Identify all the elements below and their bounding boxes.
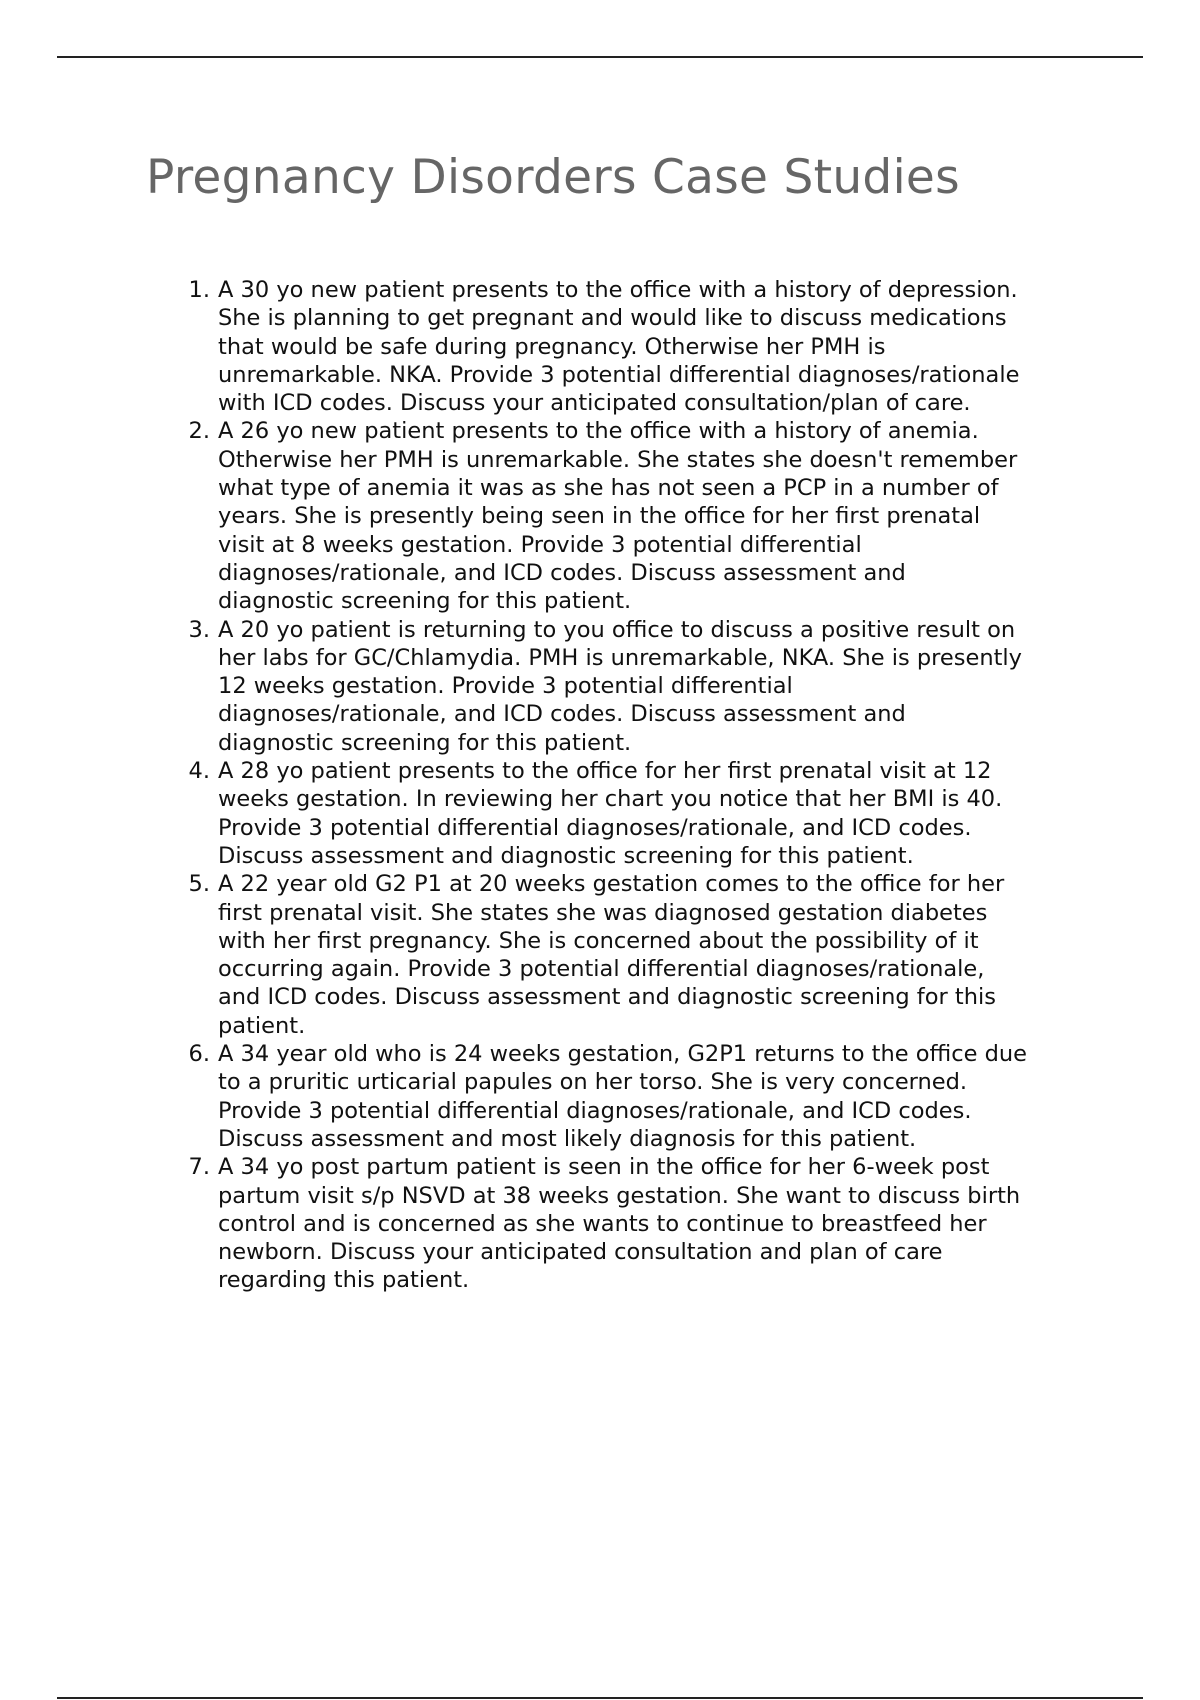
case-study-item: [188, 276, 1098, 417]
case-study-text-line: with ICD codes. Discuss your anticipated consultation/plan of care.: [218, 390, 971, 417]
case-study-text-line: Discuss assessment and most likely diagnosis for this patient.: [218, 1125, 917, 1152]
case-study-item: [188, 616, 1098, 757]
case-study-text-line: with her first pregnancy. She is concerned about the possibility of it: [218, 927, 979, 954]
case-study-text-line: her labs for GC/Chlamydia. PMH is unremarkable, NKA. She is presently: [218, 644, 1022, 671]
case-study-text-line: first prenatal visit. She states she was diagnosed gestation diabetes: [218, 899, 988, 926]
case-study-text-line: Provide 3 potential differential diagnoses/rationale, and ICD codes.: [218, 1097, 972, 1124]
case-study-text-line: She is planning to get pregnant and would like to discuss medications: [218, 305, 1007, 332]
case-study-item: [188, 870, 1098, 1040]
case-study-text-line: Provide 3 potential differential diagnoses/rationale, and ICD codes.: [218, 814, 972, 841]
case-study-text-line: that would be safe during pregnancy. Otherwise her PMH is: [218, 333, 886, 360]
case-study-text-line: regarding this patient.: [218, 1267, 470, 1294]
page-title: Pregnancy Disorders Case Studies: [146, 150, 960, 205]
bottom-rule: [57, 1697, 1143, 1699]
case-study-item: [188, 1153, 1098, 1294]
case-study-text-line: A 34 year old who is 24 weeks gestation, G2P1 returns to the office due: [218, 1041, 1028, 1068]
case-study-text-line: weeks gestation. In reviewing her chart you notice that her BMI is 40.: [218, 786, 1003, 813]
case-study-number: 7.: [188, 1154, 210, 1181]
case-study-text-line: Discuss assessment and diagnostic screening for this patient.: [218, 842, 914, 869]
case-study-text-line: diagnoses/rationale, and ICD codes. Discuss assessment and: [218, 559, 906, 586]
case-study-number: 6.: [188, 1041, 210, 1068]
case-study-text-line: occurring again. Provide 3 potential differential diagnoses/rationale,: [218, 956, 985, 983]
case-study-number: 3.: [188, 616, 210, 643]
case-study-text-line: newborn. Discuss your anticipated consultation and plan of care: [218, 1239, 943, 1266]
case-study-text-line: to a pruritic urticarial papules on her torso. She is very concerned.: [218, 1069, 968, 1096]
top-rule: [57, 56, 1143, 58]
case-study-item: [188, 1040, 1098, 1153]
case-study-number: 4.: [188, 758, 210, 785]
case-study-text-line: 12 weeks gestation. Provide 3 potential differential: [218, 673, 793, 700]
case-study-text-line: control and is concerned as she wants to continue to breastfeed her: [218, 1210, 987, 1237]
case-study-item: [188, 757, 1098, 870]
case-study-text-line: patient.: [218, 1012, 306, 1039]
case-study-text-line: partum visit s/p NSVD at 38 weeks gestation. She want to discuss birth: [218, 1182, 1021, 1209]
case-study-text-line: unremarkable. NKA. Provide 3 potential differential diagnoses/rationale: [218, 361, 1020, 388]
case-study-text-line: A 34 yo post partum patient is seen in the office for her 6-week post: [218, 1154, 990, 1181]
case-study-text-line: A 22 year old G2 P1 at 20 weeks gestation comes to the office for her: [218, 871, 1005, 898]
case-study-text-line: and ICD codes. Discuss assessment and diagnostic screening for this: [218, 984, 996, 1011]
case-study-list: [188, 276, 1098, 1295]
case-study-text-line: A 26 yo new patient presents to the office with a history of anemia.: [218, 418, 979, 445]
case-study-number: 1.: [188, 277, 210, 303]
case-study-text-line: Otherwise her PMH is unremarkable. She states she doesn't remember: [218, 446, 1018, 473]
case-study-text-line: A 28 yo patient presents to the office for her first prenatal visit at 12: [218, 758, 992, 785]
case-study-text-line: diagnostic screening for this patient.: [218, 729, 632, 756]
case-study-text-line: A 20 yo patient is returning to you office to discuss a positive result on: [218, 616, 1016, 643]
case-study-text-line: A 30 yo new patient presents to the office with a history of depression.: [218, 277, 1018, 303]
case-study-text-line: what type of anemia it was as she has not seen a PCP in a number of: [218, 475, 999, 502]
case-study-text-line: diagnoses/rationale, and ICD codes. Discuss assessment and: [218, 701, 906, 728]
case-study-text-line: years. She is presently being seen in the office for her first prenatal: [218, 503, 981, 530]
case-study-number: 2.: [188, 418, 210, 445]
case-study-item: [188, 417, 1098, 615]
case-study-text-line: diagnostic screening for this patient.: [218, 588, 632, 615]
case-study-text-line: visit at 8 weeks gestation. Provide 3 potential differential: [218, 531, 862, 558]
case-study-number: 5.: [188, 871, 210, 898]
